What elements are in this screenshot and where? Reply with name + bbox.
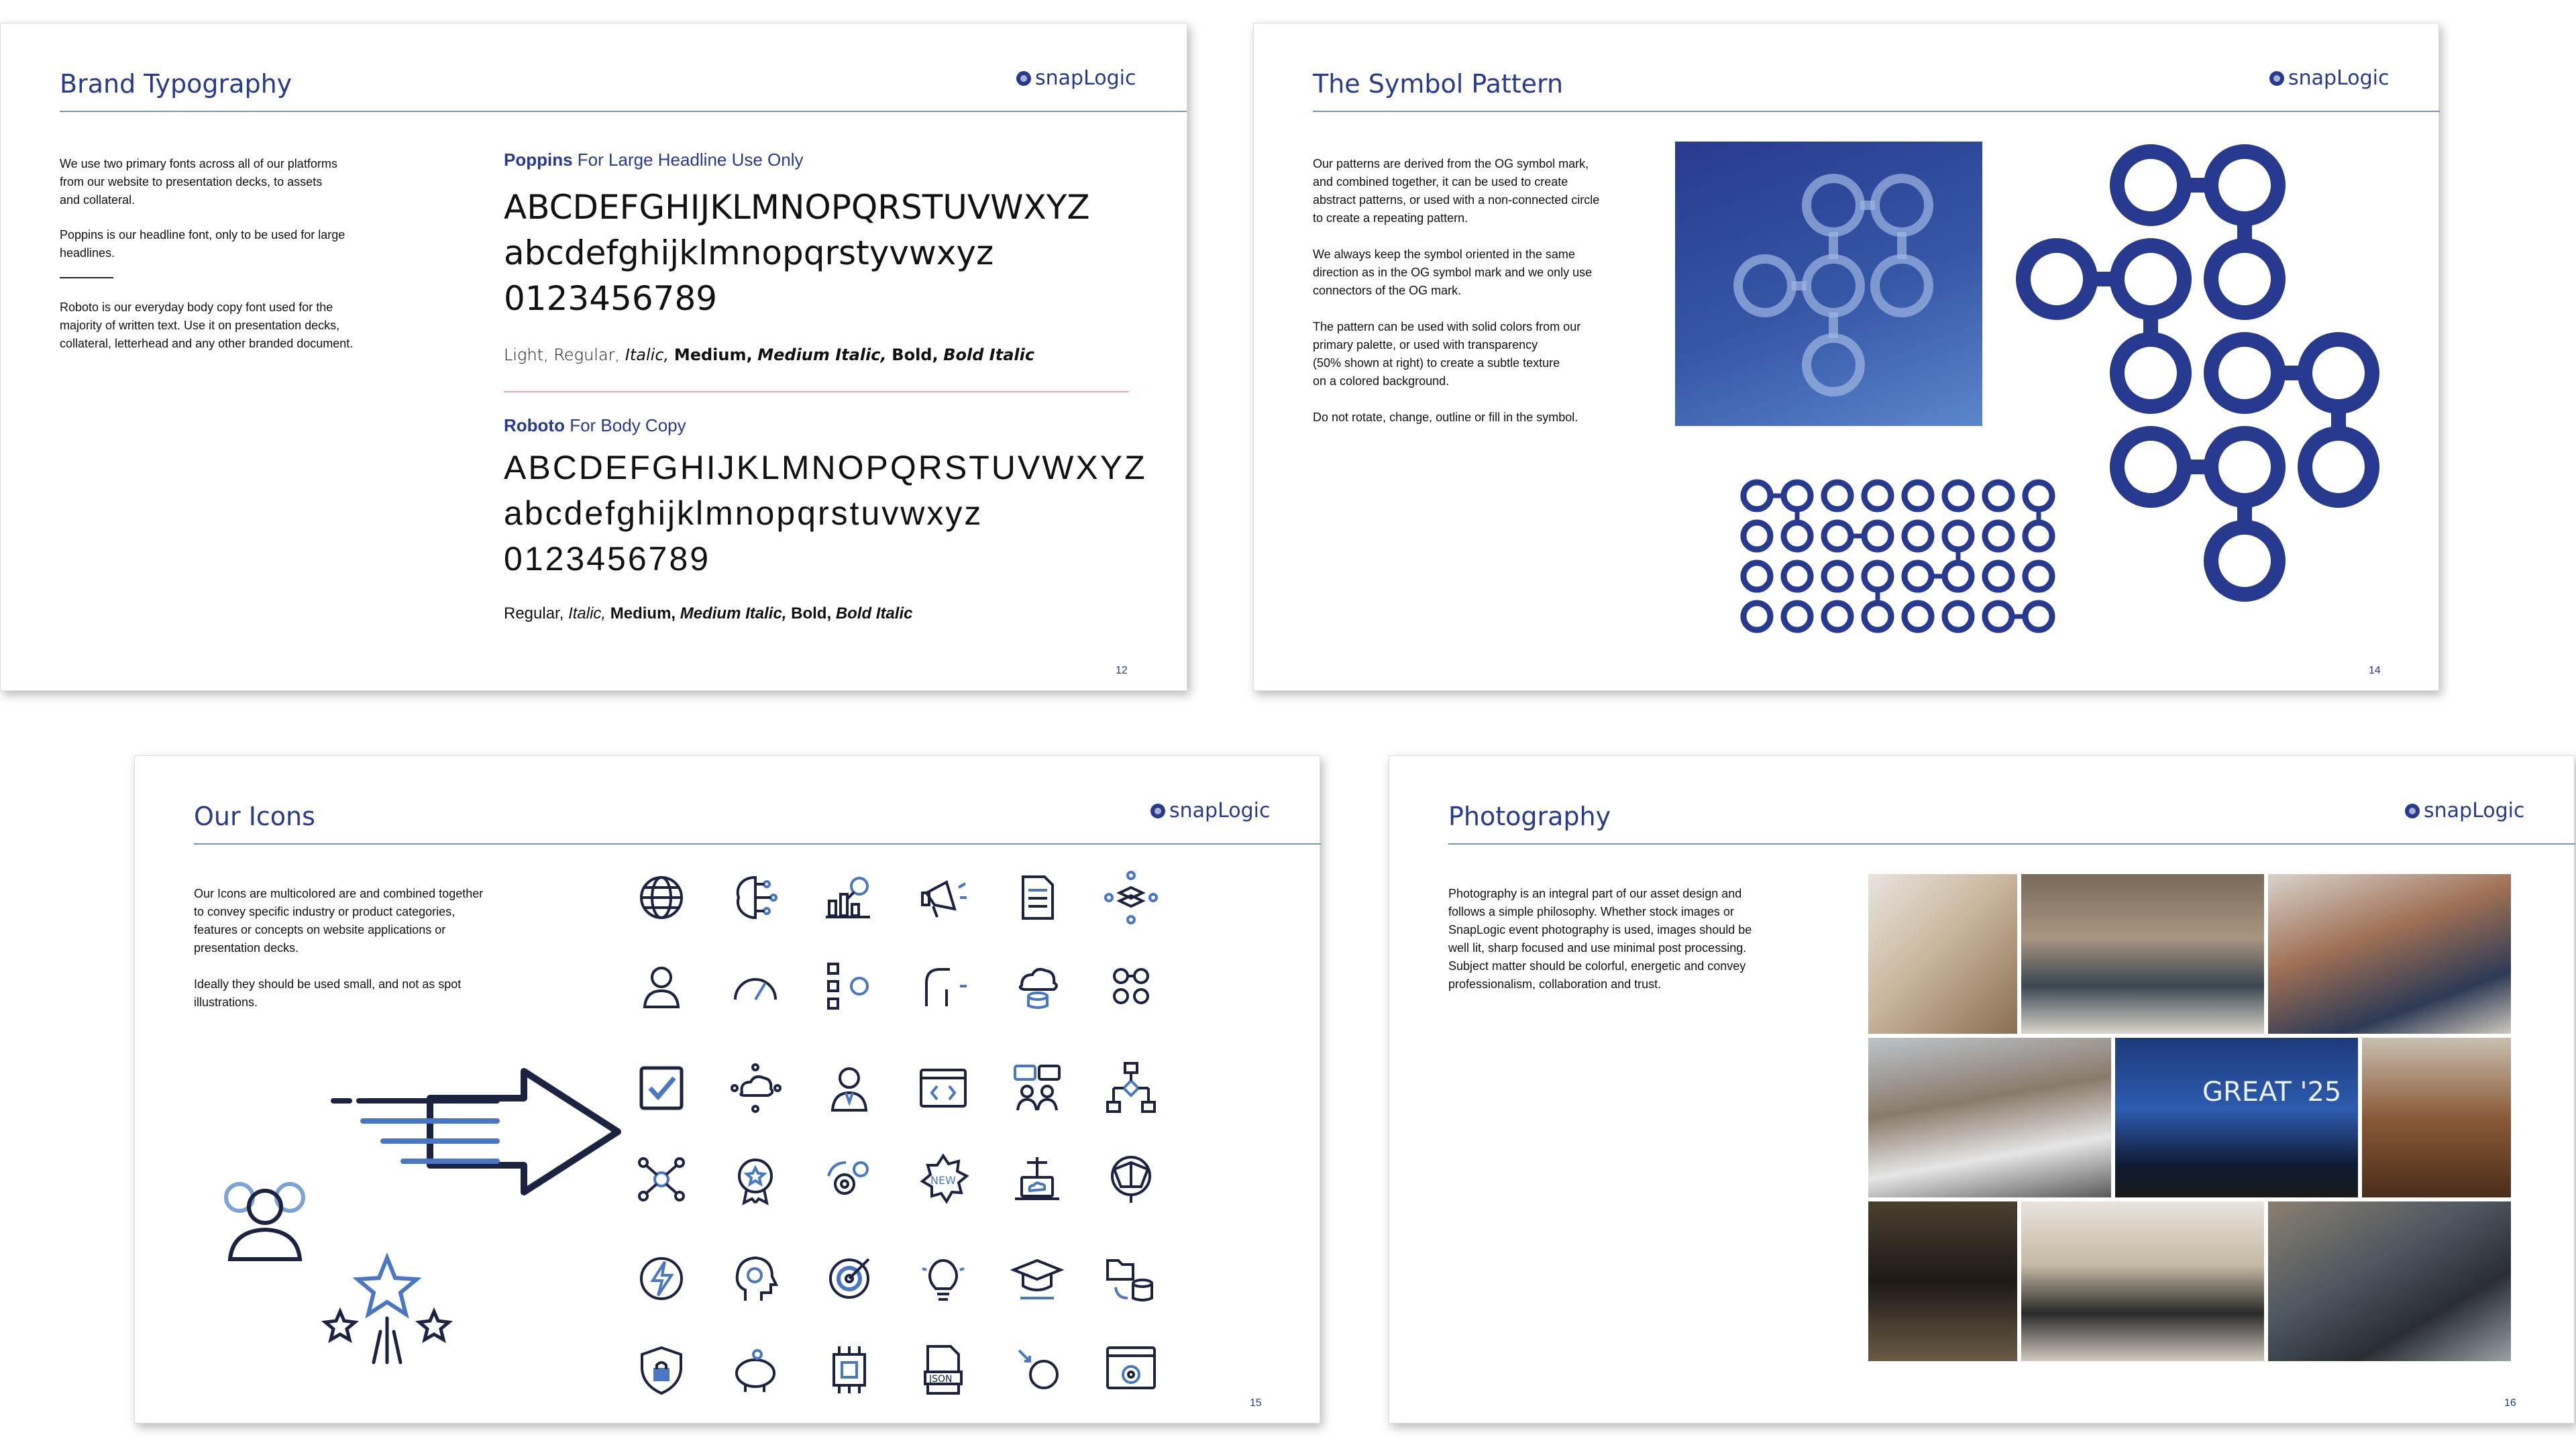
photo-smiling-man-library [2021, 874, 2264, 1034]
snaplogic-logo [1150, 799, 1270, 822]
team-users-illustration-icon [213, 1172, 320, 1266]
laptop-cloud-icon [1007, 1149, 1067, 1210]
globe-icon [631, 867, 692, 928]
photo-woman-tablet [1868, 1201, 2017, 1361]
poppins-usage: For Large Headline Use Only [577, 150, 804, 170]
head-gear-icon [725, 1248, 786, 1309]
title-rule [194, 843, 1321, 845]
slide-our-icons [134, 755, 1320, 1424]
logo-text: snapLogic [1169, 799, 1271, 822]
slide-title: Brand Typography [60, 69, 292, 99]
page-number: 14 [2369, 665, 2381, 676]
snaplogic-logo-mark [2405, 804, 2420, 818]
poppins-heading [504, 150, 804, 170]
page-number: 15 [1250, 1397, 1262, 1409]
photo-business-documents [1868, 874, 2017, 1034]
weight-medium-italic: Medium Italic, [680, 604, 787, 623]
layers-network-icon [1101, 867, 1161, 928]
icon-grid [631, 867, 1208, 1404]
weight-medium: Medium, [610, 604, 676, 623]
weight-bold: Bold, [791, 604, 832, 623]
cloud-network-icon [725, 1058, 786, 1118]
target-icon [819, 1248, 879, 1309]
cloud-database-icon [1007, 956, 1067, 1016]
routing-icon [913, 956, 973, 1016]
snaplogic-logo [1016, 66, 1136, 90]
photo-event-stage [2115, 1038, 2358, 1197]
slide-photography [1389, 755, 2575, 1424]
snaplogic-logo [2405, 799, 2524, 822]
new-badge-icon [913, 1149, 973, 1210]
code-window-icon [913, 1058, 973, 1118]
user-icon [819, 1058, 879, 1118]
photo-workshop-attendees [2268, 874, 2511, 1034]
weight-bold: Bold, [892, 345, 938, 364]
nodes-icon [1101, 956, 1161, 1016]
photo-team-working [2268, 1201, 2511, 1361]
piggy-bank-icon [725, 1340, 786, 1400]
slide-symbol-pattern [1253, 23, 2439, 691]
title-rule [1313, 111, 2440, 112]
event-banner-text: GREAT '25 [2202, 1077, 2342, 1108]
weight-medium: Medium, [674, 345, 753, 364]
photo-conference-room [1868, 1038, 2111, 1197]
search-analyze-icon [1007, 1340, 1067, 1400]
repeating-circle-pattern [1738, 474, 2074, 649]
page-number: 12 [1116, 665, 1128, 676]
roboto-heading [504, 415, 686, 436]
roboto-weights [504, 604, 913, 623]
translucent-symbol-icon [1675, 142, 1982, 426]
photo-smiling-woman-office [2021, 1201, 2264, 1361]
chat-users-icon [1007, 1058, 1067, 1118]
symbol-gradient-tile [1675, 142, 1982, 426]
gauge-icon [725, 956, 786, 1016]
svg-text:NEW: NEW [930, 1174, 956, 1187]
browser-gear-icon [1101, 1340, 1161, 1400]
weight-italic: Italic, [625, 345, 669, 364]
checkbox-icon [631, 1058, 692, 1118]
weight-bold-italic: Bold Italic [943, 345, 1035, 364]
snaplogic-logo-mark [1150, 804, 1165, 818]
roboto-specimen: ABCDEFGHIJKLMNOPQRSTUVWXYZ abcdefghijklmnopqrstuvwxyz 0123456789 [504, 449, 1147, 578]
award-icon [725, 1149, 786, 1210]
molecule-icon [631, 1149, 692, 1210]
icons-text: Our Icons are multicolored are and combined together to convey specific industry or product categories, features or concepts on website applications or presentation decks. Ideally they should be used small, and not as spot illustrations. [194, 887, 484, 1009]
weight-light-regular: Light, Regular, [504, 345, 621, 364]
person-icon [631, 956, 692, 1016]
brain-icon [725, 867, 786, 928]
chart-search-icon [819, 867, 879, 928]
weight-italic: Italic, [568, 604, 606, 623]
roboto-name: Roboto [504, 415, 565, 435]
slide-title: Our Icons [194, 802, 315, 831]
slide-brand-typography [0, 23, 1187, 691]
graduation-icon [1007, 1248, 1067, 1309]
logo-text: snapLogic [1035, 66, 1136, 90]
divider [60, 277, 113, 278]
slide-title: Photography [1448, 802, 1611, 831]
intro-text: We use two primary fonts across all of our platforms from our website to presentation decks, to assets and collateral. [60, 157, 337, 207]
document-icon [1007, 867, 1067, 928]
logo-text: snapLogic [2288, 66, 2390, 90]
photography-text: Photography is an integral part of our asset design and follows a simple philosophy. Whether stock images or SnapLogic event photography is used, images should be well lit, sharp focused and use minimal post processing. Subject matter should be colorful, energetic and convey professionalism, collaboration and trust. [1448, 887, 1752, 991]
megaphone-icon [913, 867, 973, 928]
svg-text:JSON: JSON [929, 1374, 953, 1385]
chip-icon [819, 1340, 879, 1400]
lightning-icon [631, 1248, 692, 1309]
poppins-weights [504, 345, 1034, 364]
logo-text: snapLogic [2424, 799, 2525, 822]
flowchart-icon [1101, 1058, 1161, 1118]
json-file-icon [913, 1340, 973, 1400]
roboto-usage: For Body Copy [570, 415, 686, 435]
title-rule [60, 111, 1187, 112]
weight-regular: Regular, [504, 604, 564, 623]
page-number: 16 [2504, 1397, 2516, 1409]
title-rule [1448, 843, 2575, 845]
poppins-specimen: ABCDEFGHIJKLMNOPQRSTUVWXYZ abcdefghijklmnopqrstyvwxyz 0123456789 [504, 188, 1090, 318]
section-divider [504, 391, 1129, 392]
gears-icon [819, 1149, 879, 1210]
lightbulb-icon [913, 1248, 973, 1309]
poppins-note: Poppins is our headline font, only to be used for large headlines. [60, 228, 345, 260]
flow-gear-icon [819, 956, 879, 1016]
roboto-note: Roboto is our everyday body copy font used for the majority of written text. Use it on presentation decks, collateral, letterhead and any other branded document. [60, 301, 354, 350]
snaplogic-logo [2269, 66, 2389, 90]
snaplogic-logo-mark [1016, 71, 1031, 86]
celebration-stars-illustration-icon [320, 1244, 454, 1365]
weight-medium-italic: Medium Italic, [757, 345, 887, 364]
shield-lock-icon [631, 1340, 692, 1400]
photo-woman-portrait [2362, 1038, 2511, 1197]
folder-sync-icon [1101, 1248, 1161, 1309]
pattern-text: Our patterns are derived from the OG symbol mark, and combined together, it can be used to create abstract patterns, or used with a non-connected circle to create a repeating pattern. We always keep the symbol oriented in the same direction as in the OG symbol mark and we only use connectors of the OG mark. The pattern can be used with solid colors from our primary palette, or used with transparency (50% shown at right) to create a subtle texture on a colored background. Do not rotate, change, outline or fill in the symbol. [1313, 157, 1600, 424]
slide-title: The Symbol Pattern [1313, 69, 1564, 99]
poppins-name: Poppins [504, 150, 573, 170]
weight-bold-italic: Bold Italic [835, 604, 913, 623]
snaplogic-logo-mark [2269, 71, 2284, 86]
mesh-globe-icon [1101, 1149, 1161, 1210]
